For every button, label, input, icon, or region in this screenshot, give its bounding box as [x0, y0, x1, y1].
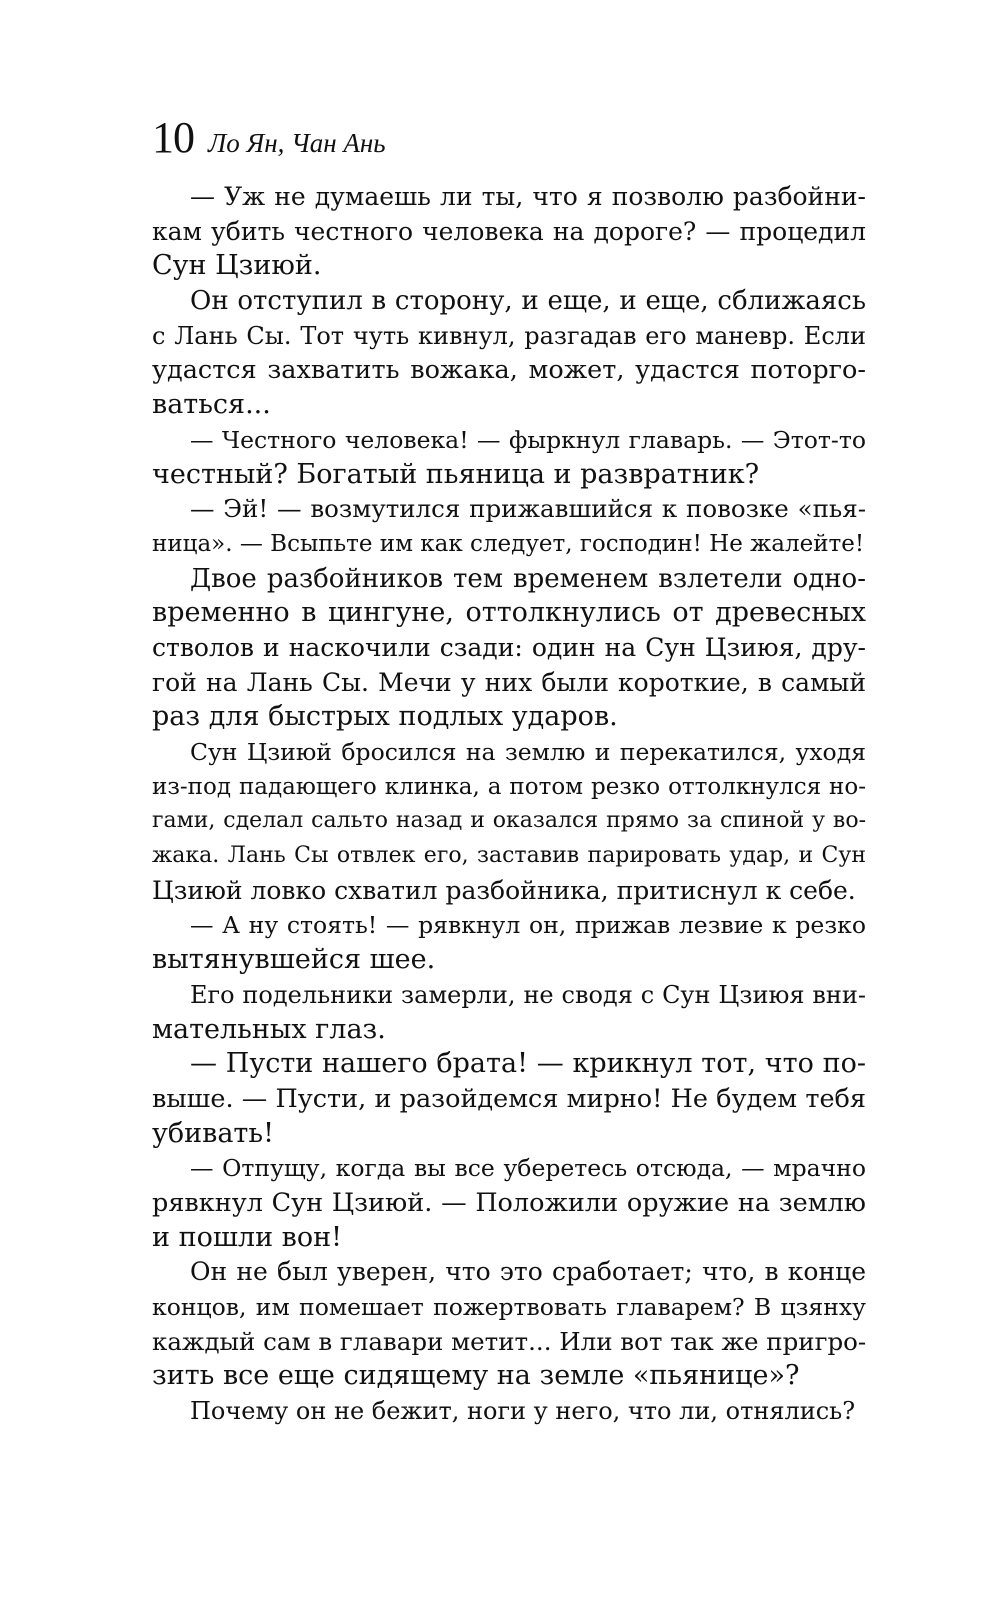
text-line: мательных глаз.	[152, 1013, 386, 1045]
text-line: и пошли вон!	[152, 1221, 342, 1253]
text-line: кам убить честного человека на дороге? — процедил	[152, 216, 866, 246]
text-line: Почему он не бежит, ноги у него, что ли, отнялись?	[190, 1397, 856, 1426]
text-line: гой на Лань Сы. Мечи у них были короткие, в самый	[152, 667, 866, 697]
text-line: честный? Богатый пьяница и развратник?	[152, 458, 760, 490]
page-number: 10	[152, 113, 194, 162]
text-line: Он отступил в сторону, и еще, и еще, сближаясь	[190, 286, 866, 317]
text-line: вытянувшейся шее.	[152, 944, 436, 976]
text-line: стволов и наскочили сзади: один на Сун Цзиюя, дру-	[152, 632, 866, 662]
text-line: — Эй! — возмутился прижавшийся к повозке «пья-	[190, 494, 866, 524]
running-head-authors: Ло Ян, Чан Ань	[208, 128, 386, 158]
body-text	[152, 180, 866, 1429]
text-line: Его подельники замерли, не сводя с Сун Цзиюя вни-	[190, 980, 866, 1009]
text-line: Сун Цзиюй.	[152, 250, 322, 282]
text-line: Цзиюй ловко схватил разбойника, притиснул к себе.	[152, 875, 856, 905]
text-line: Он не был уверен, что это сработает; что, в конце	[190, 1257, 866, 1287]
text-line: концов, им помешает пожертвовать главарем? В цзянху	[152, 1293, 866, 1321]
text-line: гами, сделал сальто назад и оказался прямо за спиной у во-	[152, 808, 866, 834]
running-head	[152, 113, 386, 162]
text-line: каждый сам в главари метит... Или вот так же пригро-	[152, 1326, 867, 1356]
text-line: убивать!	[152, 1117, 274, 1149]
text-line: жака. Лань Сы отвлек его, заставив парировать удар, и Сун	[152, 843, 866, 869]
text-line: выше. — Пусти, и разойдемся мирно! Не будем тебя	[152, 1083, 866, 1114]
text-line: Двое разбойников тем временем взлетели одно-	[190, 563, 866, 594]
text-line: рявкнул Сун Цзиюй. — Положили оружие на землю	[152, 1187, 866, 1218]
text-line: временно в цингуне, оттолкнулись от древесных	[152, 597, 866, 629]
text-line: — Отпущу, когда вы все уберетесь отсюда, — мрачно	[190, 1154, 866, 1183]
text-line: ница». — Всыпьте им как следует, господин! Не жалейте!	[152, 530, 865, 557]
text-line: — А ну стоять! — рявкнул он, прижав лезвие к резко	[190, 911, 866, 940]
text-line: из-под падающего клинка, а потом резко оттолкнулся но-	[152, 773, 866, 800]
text-line: ваться...	[152, 389, 271, 421]
text-line: удастся захватить вожака, может, удастся поторго-	[152, 355, 866, 386]
text-line: раз для быстрых подлых ударов.	[152, 701, 618, 733]
text-line: — Пусти нашего брата! — крикнул тот, что по-	[190, 1048, 866, 1080]
text-line: зить все еще сидящему на земле «пьянице»?	[152, 1360, 800, 1392]
text-line: — Честного человека! — фыркнул главарь. — Этот-то	[190, 425, 866, 454]
text-line: — Уж не думаешь ли ты, что я позволю разбойни-	[190, 182, 866, 211]
text-line: Сун Цзиюй бросился на землю и перекатился, уходя	[190, 738, 866, 766]
text-line: с Лань Сы. Тот чуть кивнул, разгадав его маневр. Если	[152, 321, 866, 350]
